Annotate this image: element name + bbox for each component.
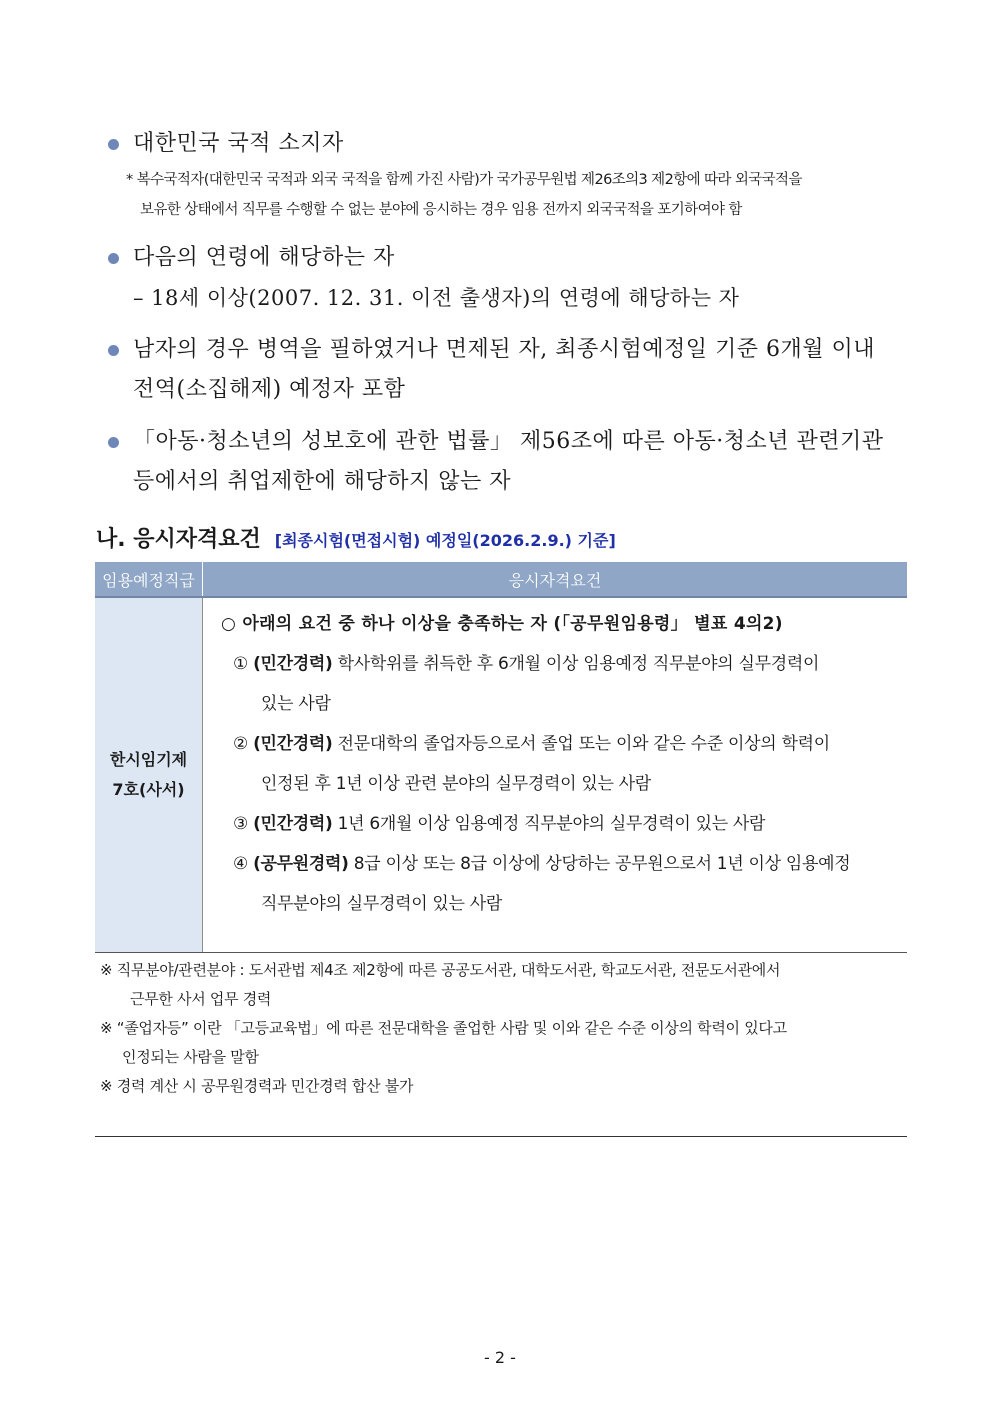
bullet-text: 대한민국 국적 소지자 [133,131,344,156]
bottom-divider [95,1136,907,1137]
bullet-text-cont: 등에서의 취업제한에 해당하지 않는 자 [133,469,512,494]
requirement-item [221,844,899,924]
bullet-text: 「아동·청소년의 성보호에 관한 법률」 제56조에 따른 아동·청소년 관련기관 [133,429,884,454]
dual-nationality-note: * 복수국적자(대한민국 국적과 외국 국적을 함께 가진 사람)가 국가공무원법 제26조의3 제2항에 따라 외국국적을 [126,172,802,188]
item-text: 전문대학의 졸업자등으로서 졸업 또는 이와 같은 수준 이상의 학력이 [332,734,830,754]
requirement-item [221,804,899,844]
bullet-dot [108,345,119,356]
dual-nationality-note-cont: 보유한 상태에서 직무를 수행할 수 없는 분야에 응시하는 경우 임용 전까지 외국국적을 포기하여야 함 [140,202,742,218]
item-tag: (민간경력) [253,654,333,674]
grade-line: 한시임기제 [109,750,188,769]
bullet-age [108,238,908,318]
table-row [95,597,907,953]
item-tag: (민간경력) [253,734,333,754]
bullet-text: 다음의 연령에 해당하는 자 [133,245,395,270]
note-line: ※ 경력 계산 시 공무원경력과 민간경력 합산 불가 [100,1077,414,1095]
table-header-row [95,562,907,597]
item-text-cont: 인정된 후 1년 이상 관련 분야의 실무경력이 있는 사람 [261,774,651,794]
item-text-cont: 있는 사람 [261,694,331,714]
requirements-cell [203,597,908,953]
section-subtitle: [최종시험(면접시험) 예정일(2026.2.9.) 기준] [274,531,616,550]
item-text: 8급 이상 또는 8급 이상에 상당하는 공무원으로서 1년 이상 임용예정 [348,854,851,874]
item-text: 학사학위를 취득한 후 6개월 이상 임용예정 직무분야의 실무경력이 [332,654,820,674]
item-text: 1년 6개월 이상 임용예정 직무분야의 실무경력이 있는 사람 [332,814,766,834]
grade-cell [95,597,203,953]
header-grade: 임용예정직급 [95,562,203,597]
requirement-item [221,644,899,724]
item-number: ③ [233,814,248,834]
section-heading [96,522,616,553]
item-tag: (민간경력) [253,814,333,834]
bullet-nationality [108,124,908,164]
notes-block [100,956,906,1101]
requirement-item [221,724,899,804]
item-tag: (공무원경력) [253,854,349,874]
page-number: - 2 - [484,1348,516,1367]
bullet-text: 남자의 경우 병역을 필하였거나 면제된 자, 최종시험예정일 기준 6개월 이내 [133,337,875,362]
note-line: ※ 직무분야/관련분야 : 도서관법 제4조 제2항에 따른 공공도서관, 대학도서관, 학교도서관, 전문도서관에서 [100,961,781,979]
bullet-text-cont: 전역(소집해제) 예정자 포함 [133,377,406,402]
item-number: ① [233,654,248,674]
requirements-lead: ○ 아래의 요건 중 하나 이상을 충족하는 자 (「공무원임용령」 별표 4의2) [221,614,783,634]
item-text-cont: 직무분야의 실무경력이 있는 사람 [261,894,503,914]
header-requirements: 응시자격요건 [203,562,908,597]
requirements-table [95,562,907,953]
bullet-military [108,330,908,410]
bullet-employment-restriction [108,422,908,502]
item-number: ② [233,734,248,754]
bullet-dot [108,139,119,150]
note-line-cont: 근무한 사서 업무 경력 [130,990,272,1008]
section-title: 나. 응시자격요건 [96,527,261,552]
bullet-dot [108,253,119,264]
note-line-cont: 인정되는 사람을 말함 [122,1048,259,1066]
age-detail: – 18세 이상(2007. 12. 31. 이전 출생자)의 연령에 해당하는 자 [133,286,740,310]
note-line: ※ “졸업자등” 이란 「고등교육법」에 따른 전문대학을 졸업한 사람 및 이와 같은 수준 이상의 학력이 있다고 [100,1019,787,1037]
item-number: ④ [233,854,248,874]
grade-line: 7호(사서) [112,780,185,799]
bullet-dot [108,437,119,448]
